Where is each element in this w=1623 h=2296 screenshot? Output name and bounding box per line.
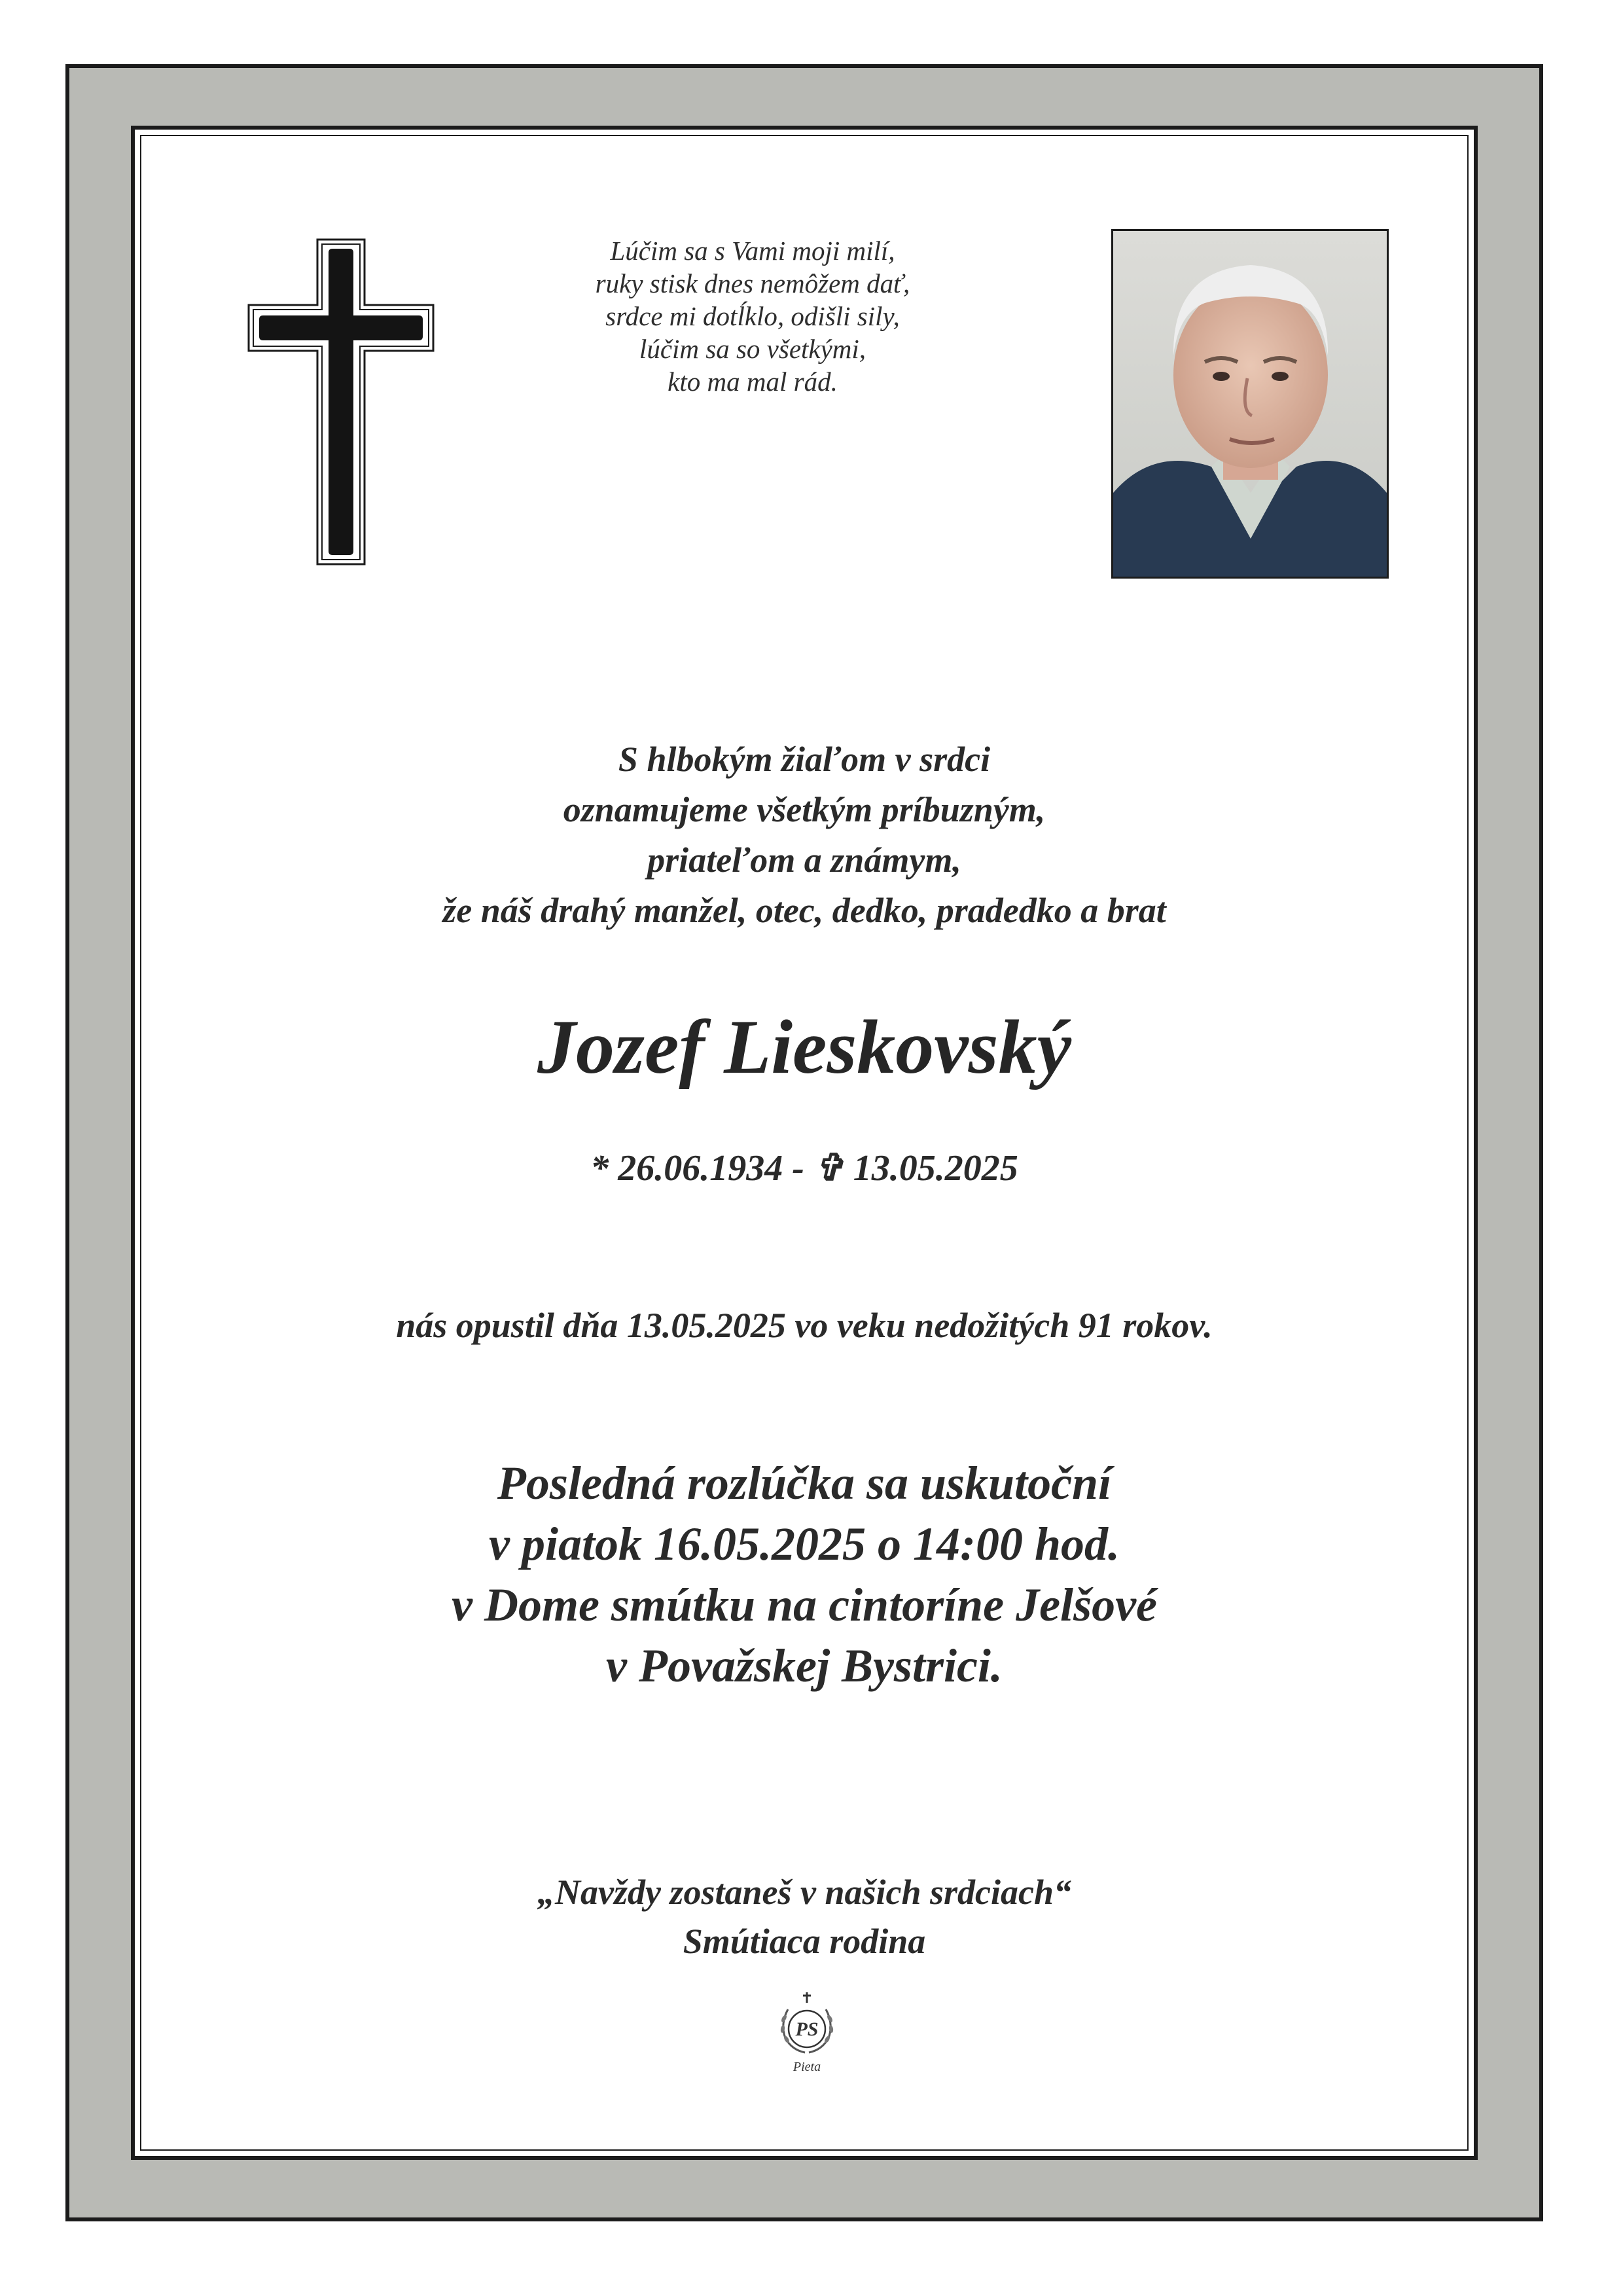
cross-icon <box>247 238 435 565</box>
funeral-line: Posledná rozlúčka sa uskutoční <box>497 1457 1112 1509</box>
deceased-name: Jozef Lieskovský <box>537 1004 1071 1090</box>
poem-line: lúčim sa so všetkými, <box>639 334 866 364</box>
funeral-details <box>140 1453 1469 1696</box>
portrait-photo <box>1111 229 1389 579</box>
funeral-line: v Dome smútku na cintoríne Jelšové <box>452 1579 1157 1631</box>
farewell-poem <box>497 234 1008 398</box>
announcement-text <box>140 734 1469 936</box>
funeral-line: v piatok 16.05.2025 o 14:00 hod. <box>489 1518 1120 1570</box>
life-dates: * 26.06.1934 - ✞ 13.05.2025 <box>590 1148 1018 1189</box>
closing-quote: „Navždy zostaneš v našich srdciach“ <box>537 1873 1071 1912</box>
funeral-line: v Považskej Bystrici. <box>606 1640 1003 1692</box>
logo-monogram: PS <box>795 2018 819 2040</box>
announcement-line: oznamujeme všetkým príbuzným, <box>563 790 1046 829</box>
poem-line: kto ma mal rád. <box>668 367 838 397</box>
logo-text: Pieta <box>793 2060 821 2074</box>
announcement-line: S hlbokým žiaľom v srdci <box>618 740 991 779</box>
passing-statement: nás opustil dňa 13.05.2025 vo veku nedožitých 91 rokov. <box>396 1306 1213 1345</box>
poem-line: ruky stisk dnes nemôžem dať, <box>595 268 910 298</box>
poem-line: Lúčim sa s Vami moji milí, <box>610 236 895 266</box>
family-signature: Smútiaca rodina <box>683 1922 926 1961</box>
announcement-line: priateľom a známym, <box>647 840 961 880</box>
pieta-wreath-logo <box>771 1990 843 2075</box>
portrait-image <box>1113 231 1387 577</box>
poem-line: srdce mi dotĺklo, odišli sily, <box>605 301 900 331</box>
announcement-line: že náš drahý manžel, otec, dedko, pradedko a brat <box>442 891 1166 930</box>
